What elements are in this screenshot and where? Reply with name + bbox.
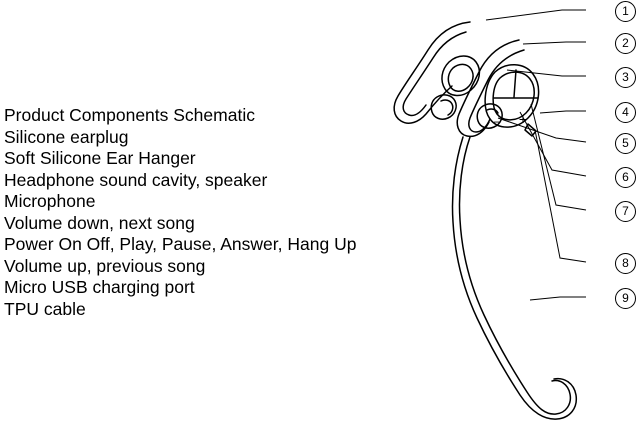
legend-item-2: Soft Silicone Ear Hanger (4, 148, 196, 168)
callout-7: 7 (615, 201, 636, 222)
legend-item-8: Micro USB charging port (4, 277, 195, 297)
callout-8: 8 (615, 253, 636, 274)
callout-1: 1 (615, 1, 636, 22)
legend-title: Product Components Schematic (4, 105, 255, 125)
legend-item-6: Power On Off, Play, Pause, Answer, Hang Up (4, 234, 357, 254)
legend-item-3: Headphone sound cavity, speaker (4, 169, 268, 190)
callout-4: 4 (615, 102, 636, 123)
svg-text:+: + (518, 111, 528, 127)
legend-item-4: Microphone (4, 191, 96, 211)
legend-item-1: Silicone earplug (4, 126, 129, 147)
legend-item-9: TPU cable (4, 298, 86, 319)
legend-list (4, 105, 434, 320)
callout-3: 3 (615, 67, 636, 88)
svg-text:−: − (493, 115, 501, 129)
callout-2: 2 (615, 33, 636, 54)
legend-item-5: Volume down, next song (4, 212, 195, 233)
legend-item-7: Volume up, previous song (4, 255, 206, 276)
callout-5: 5 (615, 133, 636, 154)
callout-6: 6 (615, 167, 636, 188)
callout-9: 9 (615, 288, 636, 309)
